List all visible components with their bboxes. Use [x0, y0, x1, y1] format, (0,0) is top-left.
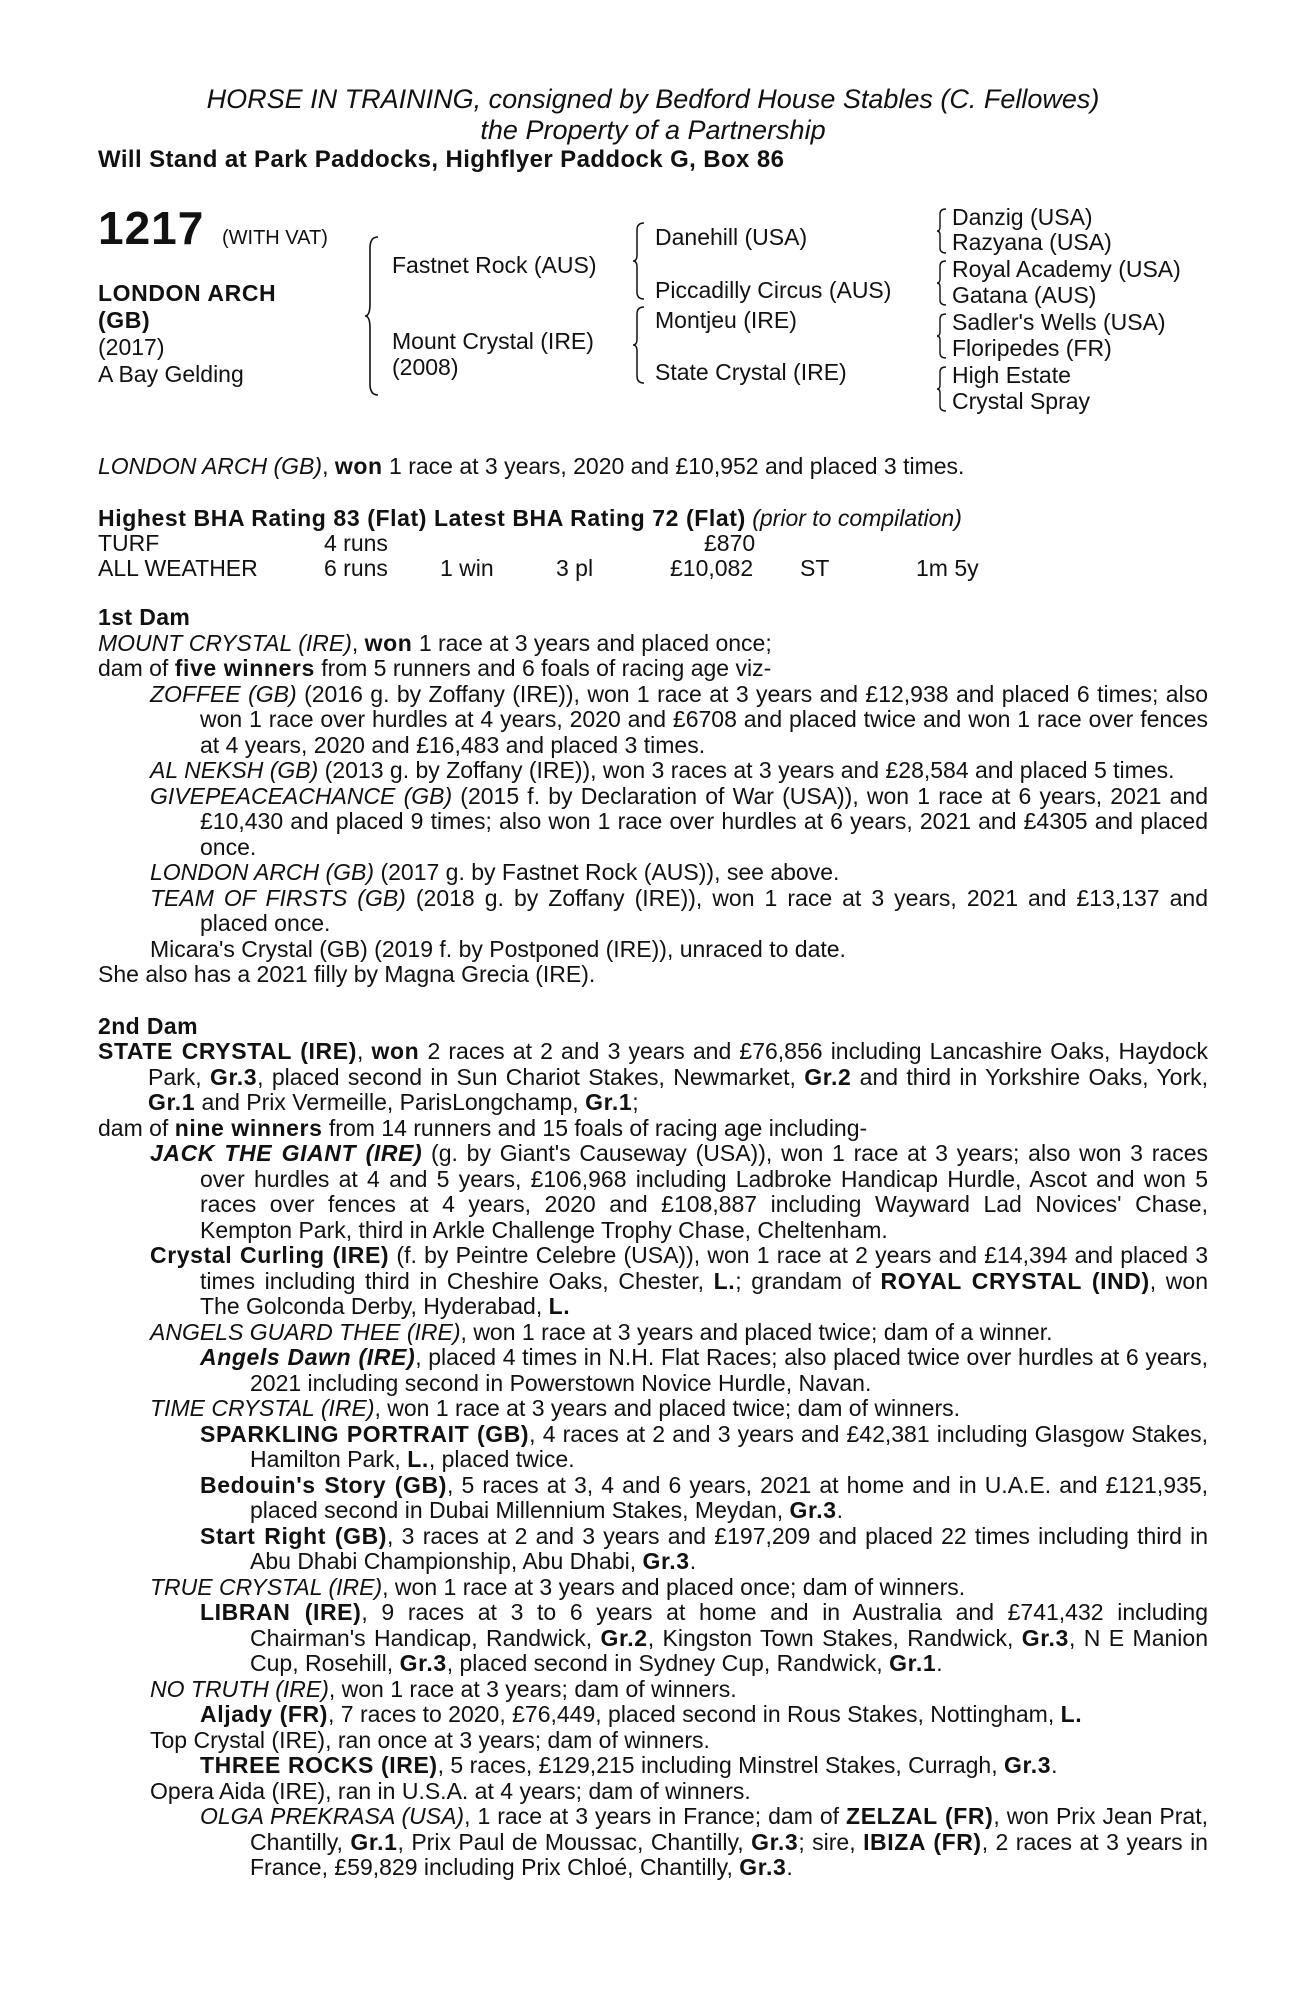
grand-progeny-entry: Start Right (GB), 3 races at 2 and 3 years and £197,209 and placed 22 times including third in Abu Dhabi Championship, Abu Dhabi, Gr.3. [200, 1522, 1209, 1574]
sire-name: Fastnet Rock (AUS) [392, 252, 597, 278]
horse-name: LONDON ARCH [98, 280, 277, 306]
grand-progeny-entry: OLGA PREKRASA (USA), 1 race at 3 years in France; dam of ZELZAL (FR), won Prix Jean Prat, Chantilly, Gr.1, Prix Paul de Moussac, Chantilly, Gr.3; sire, IBIZA (FR), 2 races at 3 years in France, £59,829 including Prix Chloé, Chantilly, Gr.3. [200, 1803, 1209, 1880]
progeny-entry: AL NEKSH (GB) (2013 g. by Zoffany (IRE)), won 3 races at 3 years and £28,584 and placed 5 times. [150, 757, 1175, 783]
dam-name: Mount Crystal (IRE) [392, 328, 594, 354]
pedigree-brace-g3-3 [936, 313, 948, 359]
race-summary: LONDON ARCH (GB), won 1 race at 3 years, 2020 and £10,952 and placed 3 times. [98, 453, 965, 479]
dam-dam: State Crystal (IRE) [655, 359, 847, 385]
pedigree-brace-main [364, 236, 380, 396]
aw-course: ST [800, 555, 830, 581]
grand-progeny-entry: THREE ROCKS (IRE), 5 races, £129,215 including Minstrel Stakes, Curragh, Gr.3. [200, 1752, 1058, 1778]
progeny-entry: GIVEPEACEACHANCE (GB) (2015 f. by Declaration of War (USA)), won 1 race at 6 years, 2021 and £10,430 and placed 9 times; also won 1 race over hurdles at 6 years, 2021 and £4305 and placed once. [150, 782, 1208, 860]
aw-money: £10,082 [670, 555, 754, 581]
aw-label: ALL WEATHER [98, 555, 258, 581]
grand-progeny-entry: Angels Dawn (IRE), placed 4 times in N.H. Flat Races; also placed twice over hurdles at 6 years, 2021 including second in Powerstown Novice Hurdle, Navan. [200, 1344, 1208, 1396]
grand-progeny-entry: Bedouin's Story (GB), 5 races at 3, 4 and 6 years, 2021 at home and in U.A.E. and £121,935, placed second in Dubai Millennium Stakes, Meydan, Gr.3. [200, 1471, 1209, 1523]
pedigree-brace-sire [632, 222, 646, 300]
owner-line: the Property of a Partnership [480, 115, 826, 145]
sire-sire-dam: Razyana (USA) [952, 229, 1112, 255]
pedigree-brace-g3-1 [936, 208, 948, 254]
horse-year: (2017) [98, 334, 165, 360]
second-dam-heading: 2nd Dam [98, 1012, 198, 1039]
progeny-entry: Crystal Curling (IRE) (f. by Peintre Celebre (USA)), won 1 race at 2 years and £14,394 and placed 3 times including third in Cheshire Oaks, Chester, L.; grandam of ROYAL CRYSTAL (IND), won The Golconda Derby, Hyderabad, L. [150, 1242, 1208, 1319]
progeny-entry: JACK THE GIANT (IRE) (g. by Giant's Causeway (USA)), won 1 race at 3 years; also won 3 races over hurdles at 4 and 5 years, £106,968 including Ladbroke Handicap Hurdle, Ascot and won 5 races over fences at 4 years, 2020 and £108,887 including Wayward Lad Novices' Chase, Kempton Park, third in Arkle Challenge Trophy Chase, Cheltenham. [150, 1140, 1208, 1243]
grand-progeny-entry: Aljady (FR), 7 races to 2020, £76,449, placed second in Rous Stakes, Nottingham, L. [200, 1701, 1083, 1727]
horse-info [98, 280, 276, 388]
pedigree-brace-dam [632, 306, 646, 384]
turf-label: TURF [98, 530, 160, 556]
lot-number: 1217 [98, 202, 205, 254]
progeny-entry: LONDON ARCH (GB) (2017 g. by Fastnet Rock (AUS)), see above. [150, 859, 840, 885]
horse-description: A Bay Gelding [98, 361, 244, 387]
progeny-entry: ZOFFEE (GB) (2016 g. by Zoffany (IRE)), won 1 race at 3 years and £12,938 and placed 6 times; also won 1 race over hurdles at 4 years, 2020 and £6708 and placed twice and won 1 race over fences at 4 years, 2020 and £16,483 and placed 3 times. [150, 680, 1208, 758]
pedigree-block [98, 200, 1208, 440]
aw-placed: 3 pl [556, 555, 594, 581]
sire-sire: Danehill (USA) [655, 224, 808, 250]
progeny-entry: Top Crystal (IRE), ran once at 3 years; dam of winners. [150, 1726, 710, 1753]
pedigree-brace-g3-4 [936, 366, 948, 412]
sire-dam: Piccadilly Circus (AUS) [655, 277, 892, 303]
dam-year: (2008) [392, 354, 459, 380]
first-dam-produce-summary: dam of five winners from 5 runners and 6 foals of racing age viz- [98, 655, 772, 681]
second-dam-record: STATE CRYSTAL (IRE), won 2 races at 2 and 3 years and £76,856 including Lancashire Oaks, Haydock Park, Gr.3, placed second in Sun Chariot Stakes, Newmarket, Gr.2 and third in Yorkshire Oaks, York, Gr.1 and Prix Vermeille, ParisLongchamp, Gr.1; [98, 1038, 1209, 1115]
first-dam-filly-note: She also has a 2021 filly by Magna Grecia (IRE). [98, 961, 596, 987]
vat-note: (WITH VAT) [222, 227, 328, 249]
dam-dam-sire: High Estate [952, 362, 1071, 388]
progeny-entry: ANGELS GUARD THEE (IRE), won 1 race at 3 years and placed twice; dam of a winner. [150, 1318, 1053, 1345]
dam-sire-sire: Sadler's Wells (USA) [952, 309, 1166, 335]
pedigree-brace-g3-2 [936, 260, 948, 306]
first-dam-line: MOUNT CRYSTAL (IRE), won 1 race at 3 years and placed once; [98, 629, 772, 656]
catalogue-page [98, 84, 1208, 1881]
first-dam-heading: 1st Dam [98, 604, 191, 630]
progeny-entry: TIME CRYSTAL (IRE), won 1 race at 3 years and placed twice; dam of winners. [150, 1395, 961, 1421]
dam-sire-dam: Floripedes (FR) [952, 335, 1112, 361]
aw-runs: 6 runs [324, 555, 388, 581]
turf-runs: 4 runs [324, 530, 388, 556]
grand-progeny-entry: LIBRAN (IRE), 9 races at 3 to 6 years at home and in Australia and £741,432 including Chairman's Handicap, Randwick, Gr.2, Kingston Town Stakes, Randwick, Gr.3, N E Manion Cup, Rosehill, Gr.3, placed second in Sydney Cup, Randwick, Gr.1. [200, 1599, 1208, 1676]
race-record-table [98, 531, 1208, 583]
progeny-entry-unraced: Micara's Crystal (GB) (2019 f. by Postponed (IRE)), unraced to date. [150, 935, 846, 962]
location-line: Will Stand at Park Paddocks, Highflyer Paddock G, Box 86 [98, 146, 785, 173]
aw-wins: 1 win [440, 555, 494, 581]
progeny-entry: TRUE CRYSTAL (IRE), won 1 race at 3 years and placed once; dam of winners. [150, 1573, 966, 1600]
aw-distance: 1m 5y [916, 555, 979, 581]
second-dam-produce-summary: dam of nine winners from 14 runners and 15 foals of racing age including- [98, 1114, 868, 1141]
consignor-line: HORSE IN TRAINING, consigned by Bedford House Stables (C. Fellowes) [206, 84, 1100, 114]
ratings-line: Highest BHA Rating 83 (Flat) Latest BHA Rating 72 (Flat) (prior to compilation) [98, 504, 962, 531]
grand-progeny-entry: SPARKLING PORTRAIT (GB), 4 races at 2 and 3 years and £42,381 including Glasgow Stakes, Hamilton Park, L., placed twice. [200, 1420, 1208, 1472]
progeny-entry: TEAM OF FIRSTS (GB) (2018 g. by Zoffany (IRE)), won 1 race at 3 years, 2021 and £13,137 and placed once. [150, 884, 1208, 936]
progeny-entry: NO TRUTH (IRE), won 1 race at 3 years; dam of winners. [150, 1675, 737, 1702]
horse-origin: (GB) [98, 307, 151, 333]
sire-sire-sire: Danzig (USA) [952, 204, 1093, 230]
sire-dam-dam: Gatana (AUS) [952, 282, 1097, 308]
progeny-entry: Opera Aida (IRE), ran in U.S.A. at 4 years; dam of winners. [150, 1777, 751, 1804]
sire-dam-sire: Royal Academy (USA) [952, 256, 1181, 282]
dam-dam-dam: Crystal Spray [952, 388, 1091, 414]
turf-money: £870 [704, 530, 756, 556]
dam-sire: Montjeu (IRE) [655, 307, 797, 333]
